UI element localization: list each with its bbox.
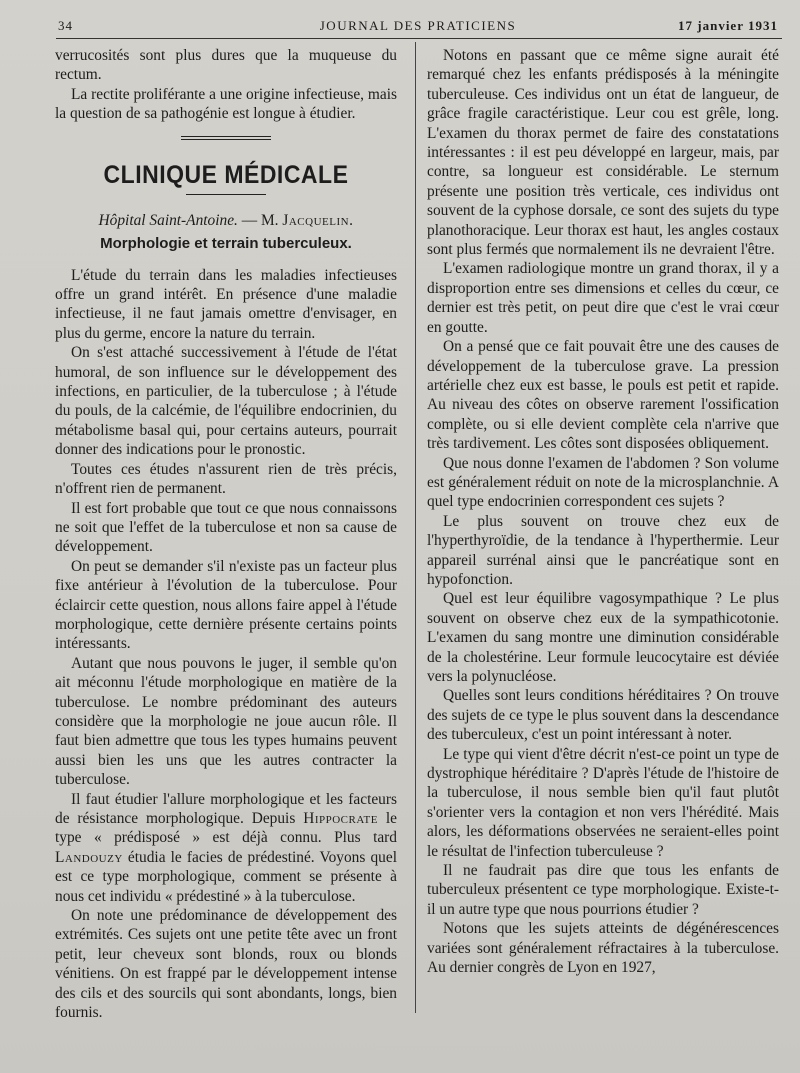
text-run: Il faut étudier l'allure morphologique et les facteurs de résistance morphologique. Depuis bbox=[55, 790, 397, 827]
paragraph: On s'est attaché successivement à l'étude de l'état humoral, de son influence sur le développement des infections, en particulier, de la tuberculose ; à l'étude du pouls, de la calcémie, de l'équilibre endocrinien, du métabolisme basal qui, pour certains auteurs, pourrait donner des indications pour le pronostic. bbox=[55, 344, 397, 459]
page-number: 34 bbox=[58, 18, 73, 33]
right-column bbox=[427, 46, 779, 978]
column-divider bbox=[415, 42, 416, 1013]
paragraph: Toutes ces études n'assurent rien de très précis, n'offrent rien de permanent. bbox=[55, 460, 397, 498]
paragraph: Le plus souvent on trouve chez eux de l'hyperthyroïdie, de la tendance à l'hyperthermie. Leur appareil surrénal ainsi que le pancréatique sont en hypofonction. bbox=[427, 512, 779, 588]
byline-dash: — M. bbox=[237, 211, 283, 229]
paragraph: Quel est leur équilibre vagosympathique ? Le plus souvent on observe chez eux de la sympathicotonie. L'examen du sang montre une diminution considérable de la cholestérine. Leur formule leucocytaire est déviée vers la polynucléose. bbox=[427, 590, 779, 685]
paragraph: On note une prédominance de développement des extrémités. Ces sujets ont une petite tête avec un front petit, leur cheveux sont blonds, roux ou blonds vénitiens. On est frappé par le développement intense des cils et des sourcils qui sont abondants, longs, bien fournis. bbox=[55, 907, 397, 1022]
paragraph: On a pensé que ce fait pouvait être une des causes de développement de la tuberculose grave. La pression artérielle chez eux est basse, le pouls est petit et rapide. Au niveau des côtes on observe rarement l'ossification complète, ou si elle devient complète cela n'arrive que très tardivement. Les côtes sont disposées obliquement. bbox=[427, 338, 779, 453]
paragraph: Il ne faudrait pas dire que tous les enfants de tuberculeux présentent ce type morphologique. Existe-t-il un autre type que nous pourrions étudier ? bbox=[427, 862, 779, 918]
header-rule bbox=[56, 38, 782, 39]
paragraph: Il est fort probable que tout ce que nous connaissons ne soit que l'effet de la tuberculose et non sa cause de développement. bbox=[55, 499, 397, 556]
paragraph: Que nous donne l'examen de l'abdomen ? Son volume est généralement réduit on note de la microsplanchnie. A quel type endocrinien correspondent ces sujets ? bbox=[427, 454, 779, 511]
paragraph: On peut se demander s'il n'existe pas un facteur plus fixe antérieur à l'évolution de la tuberculose. Pour éclaircir cette question, nous allons faire appel à l'étude morphologique, cette dernière présente certains points intéressants. bbox=[55, 557, 397, 653]
paragraph: Notons en passant que ce même signe aurait été remarqué chez les enfants prédisposés à la méningite tuberculeuse. Ces individus ont un état de langueur, de grâce fragile caractéristique. Leur cou est grêle, long. L'examen du thorax permet de faire des constatations intéressantes : il est peu développé en largeur, mais, par contre, sa longueur est considérable. Le sternum présente une position très verticale, ces individus ont souvent de la cyphose dorsale, ce sont des sujets du type planothoracique. Leur thorax est haut, les angles costaux sont plus fermés que normalement ils ne devraient l'être. bbox=[427, 47, 779, 259]
continued-paragraph: verrucosités sont plus dures que la muqueuse du rectum. bbox=[55, 47, 397, 84]
page-header bbox=[58, 16, 778, 38]
journal-title: JOURNAL DES PRATICIENS bbox=[319, 18, 517, 33]
article-title: Morphologie et terrain tuberculeux. bbox=[100, 234, 352, 252]
left-column bbox=[55, 46, 397, 1022]
title-underline bbox=[186, 194, 266, 195]
section-separator bbox=[181, 136, 271, 140]
cited-name: Hippocrate bbox=[303, 810, 378, 827]
section-title: CLINIQUE MÉDICALE bbox=[103, 159, 349, 188]
text-run: étudia le facies de prédestiné. Voyons quel est ce type morphologique, comment se présente à nous cet individu « prédestiné » à la tuberculose. bbox=[55, 848, 397, 905]
hospital-name: Hôpital Saint-Antoine. bbox=[98, 211, 238, 229]
paragraph: Autant que nous pouvons le juger, il semble qu'on ait méconnu l'étude morphologique en matière de la tuberculose. Le nombre prédominant des auteurs considère que la morphologie ne joue aucun rôle. Il faut bien admettre que tous les types humains peuvent aussi bien les uns que les autres contracter la tuberculose. bbox=[55, 654, 397, 789]
paragraph: Notons que les sujets atteints de dégénérescences variées sont généralement réfractaires à la tuberculose. Au dernier congrès de Lyon en 1927, bbox=[427, 920, 779, 977]
paragraph: Le type qui vient d'être décrit n'est-ce point un type de dystrophique héréditaire ? D'après l'étude de l'histoire de la tuberculose, il nous semble bien qu'il faut plutôt s'orienter vers la contagion et non vers l'hérédité. Mais alors, les déformations observées ne seraient-elles point le résultat de l'infection tuberculeuse ? bbox=[427, 745, 779, 860]
issue-date: 17 janvier 1931 bbox=[678, 18, 778, 33]
paragraph: L'examen radiologique montre un grand thorax, il y a disproportion entre ses dimensions et celles du cœur, ce dernier est très petit, on peut dire que c'est le vrai cœur en goutte. bbox=[427, 260, 779, 336]
paragraph bbox=[55, 790, 397, 906]
paragraph: Quelles sont leurs conditions héréditaires ? On trouve des sujets de ce type le plus souvent dans la descendance des tuberculeux, c'est un point intéressant à noter. bbox=[427, 687, 779, 744]
paragraph: La rectite proliférante a une origine infectieuse, mais la question de sa pathogénie est longue à étudier. bbox=[55, 85, 397, 123]
article-byline bbox=[55, 211, 397, 230]
cited-name: Landouzy bbox=[55, 848, 123, 866]
author-name: Jacquelin. bbox=[282, 211, 354, 229]
text-run: le type « prédisposé » est déjà connu. Plus tard bbox=[55, 810, 397, 847]
paragraph: L'étude du terrain dans les maladies infectieuses offre un grand intérêt. En présence d'une maladie infectieuse, il ne faut jamais omettre d'envisager, en plus du germe, encore la nature du terrain. bbox=[55, 266, 397, 342]
